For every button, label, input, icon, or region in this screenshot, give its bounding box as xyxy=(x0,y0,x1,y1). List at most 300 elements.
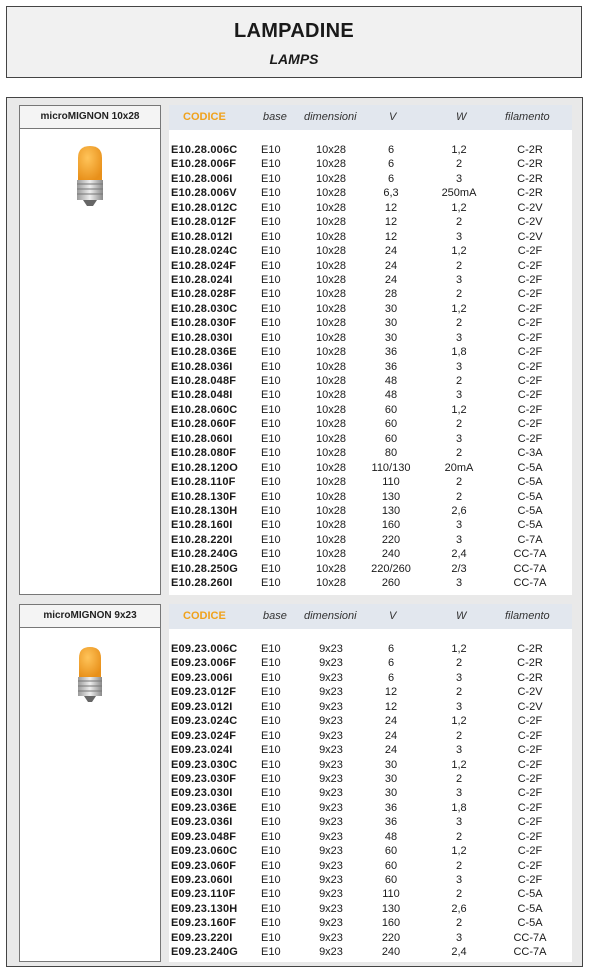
table-row xyxy=(169,490,572,504)
col-codice: CODICE xyxy=(183,111,226,123)
table-row xyxy=(169,518,572,532)
cell-base: E10 xyxy=(261,859,281,872)
cell-code: E09.23.006F xyxy=(171,657,237,670)
cell-code: E09.23.006I xyxy=(171,671,233,684)
cell-code: E10.28.030I xyxy=(171,331,233,344)
table-row xyxy=(169,758,572,772)
cell-base: E10 xyxy=(261,729,281,742)
cell-v: 36 xyxy=(384,360,398,373)
cell-filamento: C-2F xyxy=(517,273,543,286)
cell-w: 2 xyxy=(455,216,463,229)
cell-v: 60 xyxy=(384,859,398,872)
table-row xyxy=(169,786,572,800)
cell-base: E10 xyxy=(261,259,281,272)
cell-w: 2 xyxy=(455,888,463,901)
cell-base: E10 xyxy=(261,216,281,229)
cell-code: E10.28.024I xyxy=(171,273,233,286)
cell-base: E10 xyxy=(261,230,281,243)
cell-filamento: C-2V xyxy=(517,700,543,713)
cell-base: E10 xyxy=(261,801,281,814)
cell-v: 24 xyxy=(384,245,398,258)
cell-v: 12 xyxy=(384,201,398,214)
table-header xyxy=(169,604,572,629)
cell-v: 6 xyxy=(387,671,395,684)
cell-dimensioni: 10x28 xyxy=(316,360,346,373)
cell-w: 3 xyxy=(455,331,463,344)
cell-code: E10.28.006V xyxy=(171,187,237,200)
cell-code: E10.28.160I xyxy=(171,519,233,532)
cell-filamento: CC-7A xyxy=(513,562,547,575)
table-row xyxy=(169,504,572,518)
table-row xyxy=(169,259,572,273)
cell-w: 2,6 xyxy=(451,902,467,915)
cell-v: 60 xyxy=(384,432,398,445)
cell-filamento: C-7A xyxy=(517,533,543,546)
cell-dimensioni: 10x28 xyxy=(316,172,346,185)
table-row xyxy=(169,432,572,446)
cell-w: 3 xyxy=(455,816,463,829)
cell-v: 24 xyxy=(384,744,398,757)
cell-w: 3 xyxy=(455,533,463,546)
cell-filamento: C-2F xyxy=(517,331,543,344)
table-row xyxy=(169,887,572,901)
cell-w: 2 xyxy=(455,375,463,387)
cell-base: E10 xyxy=(261,845,281,858)
table-row xyxy=(169,656,572,670)
cell-w: 3 xyxy=(455,671,463,684)
cell-base: E10 xyxy=(261,917,281,930)
cell-code: E10.28.240G xyxy=(171,548,239,561)
cell-filamento: C-2R xyxy=(517,158,543,171)
table-row xyxy=(169,374,572,388)
cell-filamento: CC-7A xyxy=(513,548,547,561)
cell-w: 250mA xyxy=(441,187,477,200)
cell-v: 24 xyxy=(384,715,398,728)
cell-code: E10.28.012C xyxy=(171,201,238,214)
table-row xyxy=(169,461,572,475)
cell-filamento: C-2F xyxy=(517,874,543,886)
cell-v: 24 xyxy=(384,729,398,742)
table-row xyxy=(169,931,572,945)
cell-base: E10 xyxy=(261,288,281,301)
cell-dimensioni: 9x23 xyxy=(319,657,343,670)
table-row xyxy=(169,302,572,316)
table-row xyxy=(169,671,572,685)
cell-code: E10.28.220I xyxy=(171,533,233,546)
cell-v: 130 xyxy=(381,504,401,517)
col-filamento: filamento xyxy=(505,111,550,123)
cell-dimensioni: 9x23 xyxy=(319,729,343,742)
cell-v: 12 xyxy=(384,230,398,243)
cell-code: E10.28.080F xyxy=(171,447,237,460)
table-row xyxy=(169,902,572,916)
table-row xyxy=(169,273,572,287)
page-subtitle: LAMPS xyxy=(269,51,319,67)
cell-w: 2 xyxy=(455,158,463,171)
cell-base: E10 xyxy=(261,931,281,944)
cell-w: 3 xyxy=(455,874,463,886)
cell-filamento: C-2F xyxy=(517,403,543,416)
table-row xyxy=(169,830,572,844)
table-row xyxy=(169,230,572,244)
cell-dimensioni: 9x23 xyxy=(319,686,343,699)
col-dimensioni: dimensioni xyxy=(304,111,357,123)
product-label: microMIGNON 9x23 xyxy=(20,605,160,628)
table-row xyxy=(169,772,572,786)
lamp-table xyxy=(169,105,572,595)
cell-filamento: C-2R xyxy=(517,643,543,655)
col-w: W xyxy=(456,111,467,123)
cell-code: E10.28.024C xyxy=(171,245,238,258)
cell-dimensioni: 9x23 xyxy=(319,859,343,872)
cell-base: E10 xyxy=(261,490,281,503)
cell-code: E09.23.048F xyxy=(171,830,237,843)
cell-dimensioni: 9x23 xyxy=(319,888,343,901)
cell-v: 240 xyxy=(381,548,401,561)
cell-dimensioni: 10x28 xyxy=(316,216,346,229)
cell-w: 2,4 xyxy=(451,946,467,959)
cell-w: 2 xyxy=(455,686,463,699)
cell-v: 220/260 xyxy=(371,562,411,575)
cell-v: 60 xyxy=(384,874,398,886)
cell-v: 160 xyxy=(381,519,401,532)
cell-dimensioni: 10x28 xyxy=(316,317,346,330)
cell-base: E10 xyxy=(261,375,281,387)
cell-dimensioni: 9x23 xyxy=(319,758,343,771)
lamp-table xyxy=(169,604,572,962)
cell-base: E10 xyxy=(261,144,281,156)
cell-v: 48 xyxy=(384,389,398,402)
cell-v: 36 xyxy=(384,816,398,829)
cell-dimensioni: 10x28 xyxy=(316,533,346,546)
cell-dimensioni: 10x28 xyxy=(316,418,346,431)
cell-filamento: C-2F xyxy=(517,346,543,359)
table-body xyxy=(169,143,572,591)
cell-code: E10.28.006F xyxy=(171,158,237,171)
cell-base: E10 xyxy=(261,273,281,286)
cell-dimensioni: 10x28 xyxy=(316,562,346,575)
cell-filamento: C-2F xyxy=(517,317,543,330)
cell-w: 2 xyxy=(455,447,463,460)
cell-v: 24 xyxy=(384,259,398,272)
cell-code: E09.23.024F xyxy=(171,729,237,742)
cell-v: 110 xyxy=(382,476,400,489)
cell-code: E10.28.130H xyxy=(171,504,238,517)
cell-v: 30 xyxy=(384,331,398,344)
cell-v: 220 xyxy=(381,931,401,944)
table-row xyxy=(169,244,572,258)
cell-w: 3 xyxy=(455,787,463,800)
col-v: V xyxy=(389,610,397,622)
cell-v: 130 xyxy=(381,902,401,915)
cell-w: 2 xyxy=(455,729,463,742)
cell-base: E10 xyxy=(261,816,281,829)
cell-dimensioni: 9x23 xyxy=(319,902,343,915)
cell-filamento: CC-7A xyxy=(513,577,547,590)
cell-code: E09.23.036I xyxy=(171,816,233,829)
cell-w: 1,8 xyxy=(451,346,467,359)
cell-dimensioni: 9x23 xyxy=(319,744,343,757)
cell-w: 2 xyxy=(455,418,463,431)
cell-filamento: C-2F xyxy=(517,418,543,431)
cell-code: E10.28.036I xyxy=(171,360,233,373)
cell-dimensioni: 10x28 xyxy=(316,230,346,243)
cell-filamento: C-2F xyxy=(517,845,543,858)
table-row xyxy=(169,642,572,656)
cell-dimensioni: 9x23 xyxy=(319,643,343,655)
cell-dimensioni: 10x28 xyxy=(316,158,346,171)
cell-filamento: C-2F xyxy=(517,360,543,373)
cell-v: 60 xyxy=(384,403,398,416)
cell-w: 3 xyxy=(455,744,463,757)
col-base: base xyxy=(263,111,287,123)
table-row xyxy=(169,201,572,215)
cell-w: 2 xyxy=(455,657,463,670)
cell-w: 3 xyxy=(455,519,463,532)
section-10x28 xyxy=(7,105,582,595)
cell-filamento: C-2R xyxy=(517,172,543,185)
cell-base: E10 xyxy=(261,461,281,474)
cell-code: E09.23.060C xyxy=(171,845,238,858)
cell-v: 28 xyxy=(384,288,398,301)
cell-base: E10 xyxy=(261,331,281,344)
cell-dimensioni: 9x23 xyxy=(319,874,343,886)
cell-base: E10 xyxy=(261,787,281,800)
cell-code: E09.23.060I xyxy=(171,874,233,886)
cell-v: 6 xyxy=(387,657,395,670)
table-row xyxy=(169,743,572,757)
cell-base: E10 xyxy=(261,562,281,575)
cell-base: E10 xyxy=(261,187,281,200)
cell-w: 3 xyxy=(455,230,463,243)
cell-code: E10.28.012F xyxy=(171,216,237,229)
cell-base: E10 xyxy=(261,317,281,330)
table-row xyxy=(169,700,572,714)
cell-dimensioni: 10x28 xyxy=(316,476,346,489)
cell-filamento: C-2F xyxy=(517,288,543,301)
cell-dimensioni: 10x28 xyxy=(316,346,346,359)
cell-filamento: C-5A xyxy=(517,902,543,915)
cell-dimensioni: 9x23 xyxy=(319,671,343,684)
table-row xyxy=(169,215,572,229)
cell-w: 3 xyxy=(455,172,463,185)
cell-base: E10 xyxy=(261,476,281,489)
cell-code: E10.28.048I xyxy=(171,389,233,402)
table-row xyxy=(169,331,572,345)
table-row xyxy=(169,186,572,200)
cell-dimensioni: 10x28 xyxy=(316,273,346,286)
cell-code: E09.23.012F xyxy=(171,686,237,699)
cell-filamento: CC-7A xyxy=(513,931,547,944)
cell-code: E10.28.024F xyxy=(171,259,237,272)
cell-v: 12 xyxy=(384,686,398,699)
cell-v: 12 xyxy=(384,700,398,713)
cell-filamento: C-5A xyxy=(517,504,543,517)
cell-dimensioni: 10x28 xyxy=(316,490,346,503)
cell-filamento: C-2R xyxy=(517,671,543,684)
cell-dimensioni: 10x28 xyxy=(316,245,346,258)
cell-filamento: C-2F xyxy=(517,302,543,315)
cell-base: E10 xyxy=(261,671,281,684)
cell-v: 30 xyxy=(384,302,398,315)
table-row xyxy=(169,844,572,858)
cell-filamento: C-2V xyxy=(517,686,543,699)
cell-w: 1,2 xyxy=(451,201,467,214)
table-row xyxy=(169,388,572,402)
cell-dimensioni: 9x23 xyxy=(319,700,343,713)
cell-dimensioni: 10x28 xyxy=(316,302,346,315)
table-row xyxy=(169,143,572,157)
cell-code: E10.28.060F xyxy=(171,418,237,431)
table-row xyxy=(169,576,572,590)
cell-code: E09.23.030I xyxy=(171,787,233,800)
cell-v: 48 xyxy=(384,830,398,843)
cell-dimensioni: 10x28 xyxy=(316,259,346,272)
cell-v: 6 xyxy=(387,172,395,185)
cell-code: E10.28.012I xyxy=(171,230,233,243)
col-dimensioni: dimensioni xyxy=(304,610,357,622)
cell-base: E10 xyxy=(261,643,281,655)
cell-v: 30 xyxy=(384,772,398,785)
cell-v: 36 xyxy=(384,346,398,359)
cell-base: E10 xyxy=(261,874,281,886)
table-row xyxy=(169,547,572,561)
cell-w: 2 xyxy=(455,476,463,489)
cell-code: E10.28.060C xyxy=(171,403,238,416)
lamp-bulb-icon xyxy=(70,144,110,208)
cell-w: 3 xyxy=(455,577,463,590)
cell-base: E10 xyxy=(261,715,281,728)
cell-dimensioni: 10x28 xyxy=(316,461,346,474)
cell-filamento: C-2F xyxy=(517,801,543,814)
cell-base: E10 xyxy=(261,772,281,785)
cell-code: E09.23.220I xyxy=(171,931,233,944)
cell-v: 30 xyxy=(384,317,398,330)
cell-base: E10 xyxy=(261,302,281,315)
cell-filamento: C-2F xyxy=(517,787,543,800)
cell-v: 220 xyxy=(381,533,401,546)
cell-w: 1,2 xyxy=(451,245,467,258)
cell-w: 1,8 xyxy=(451,801,467,814)
cell-filamento: C-2F xyxy=(517,758,543,771)
cell-v: 80 xyxy=(384,447,398,460)
cell-w: 1,2 xyxy=(451,643,467,655)
cell-code: E10.28.030C xyxy=(171,302,238,315)
cell-dimensioni: 10x28 xyxy=(316,504,346,517)
cell-code: E10.28.260I xyxy=(171,577,233,590)
cell-v: 240 xyxy=(381,946,401,959)
cell-base: E10 xyxy=(261,346,281,359)
cell-code: E10.28.120O xyxy=(171,461,239,474)
col-w: W xyxy=(456,610,467,622)
cell-filamento: C-5A xyxy=(517,888,543,901)
cell-base: E10 xyxy=(261,519,281,532)
cell-v: 110 xyxy=(382,888,400,901)
cell-w: 3 xyxy=(455,700,463,713)
table-row xyxy=(169,945,572,959)
cell-dimensioni: 9x23 xyxy=(319,931,343,944)
cell-w: 3 xyxy=(455,389,463,402)
cell-filamento: C-2F xyxy=(517,259,543,272)
cell-filamento: C-2R xyxy=(517,657,543,670)
cell-v: 110/130 xyxy=(371,461,411,474)
cell-code: E10.28.060I xyxy=(171,432,233,445)
cell-code: E10.28.250G xyxy=(171,562,239,575)
cell-base: E10 xyxy=(261,360,281,373)
cell-filamento: C-2F xyxy=(517,816,543,829)
cell-code: E09.23.240G xyxy=(171,946,239,959)
col-codice: CODICE xyxy=(183,610,226,622)
table-row xyxy=(169,859,572,873)
cell-base: E10 xyxy=(261,201,281,214)
cell-code: E10.28.028F xyxy=(171,288,237,301)
cell-base: E10 xyxy=(261,432,281,445)
cell-w: 2 xyxy=(455,830,463,843)
cell-v: 48 xyxy=(384,375,398,387)
cell-dimensioni: 9x23 xyxy=(319,715,343,728)
cell-base: E10 xyxy=(261,172,281,185)
cell-w: 2,6 xyxy=(451,504,467,517)
cell-base: E10 xyxy=(261,418,281,431)
cell-code: E10.28.130F xyxy=(171,490,237,503)
cell-code: E09.23.130H xyxy=(171,902,238,915)
cell-base: E10 xyxy=(261,657,281,670)
cell-dimensioni: 10x28 xyxy=(316,201,346,214)
table-row xyxy=(169,916,572,930)
table-row xyxy=(169,172,572,186)
cell-w: 2 xyxy=(455,259,463,272)
section-9x23 xyxy=(7,604,582,962)
table-row xyxy=(169,729,572,743)
cell-filamento: C-2F xyxy=(517,375,543,387)
cell-dimensioni: 10x28 xyxy=(316,375,346,387)
cell-code: E10.28.030F xyxy=(171,317,237,330)
table-row xyxy=(169,801,572,815)
cell-base: E10 xyxy=(261,548,281,561)
cell-w: 1,2 xyxy=(451,144,467,156)
cell-base: E10 xyxy=(261,686,281,699)
cell-code: E09.23.030F xyxy=(171,772,237,785)
cell-v: 24 xyxy=(384,273,398,286)
cell-filamento: C-5A xyxy=(517,476,543,489)
col-filamento: filamento xyxy=(505,610,550,622)
table-row xyxy=(169,562,572,576)
cell-base: E10 xyxy=(261,403,281,416)
cell-base: E10 xyxy=(261,158,281,171)
table-row xyxy=(169,157,572,171)
cell-filamento: C-2R xyxy=(517,144,543,156)
table-row xyxy=(169,316,572,330)
cell-v: 160 xyxy=(381,917,401,930)
catalog-box xyxy=(6,97,583,967)
cell-w: 1,2 xyxy=(451,715,467,728)
cell-filamento: C-2V xyxy=(517,230,543,243)
table-header xyxy=(169,105,572,130)
table-row xyxy=(169,815,572,829)
cell-w: 2 xyxy=(455,490,463,503)
cell-w: 3 xyxy=(455,360,463,373)
cell-code: E09.23.030C xyxy=(171,758,238,771)
cell-dimensioni: 10x28 xyxy=(316,389,346,402)
table-row xyxy=(169,287,572,301)
page-title: LAMPADINE xyxy=(233,20,355,42)
cell-v: 260 xyxy=(381,577,401,590)
cell-v: 12 xyxy=(384,216,398,229)
cell-base: E10 xyxy=(261,946,281,959)
cell-dimensioni: 10x28 xyxy=(316,548,346,561)
cell-filamento: C-2F xyxy=(517,389,543,402)
cell-code: E09.23.012I xyxy=(171,700,233,713)
